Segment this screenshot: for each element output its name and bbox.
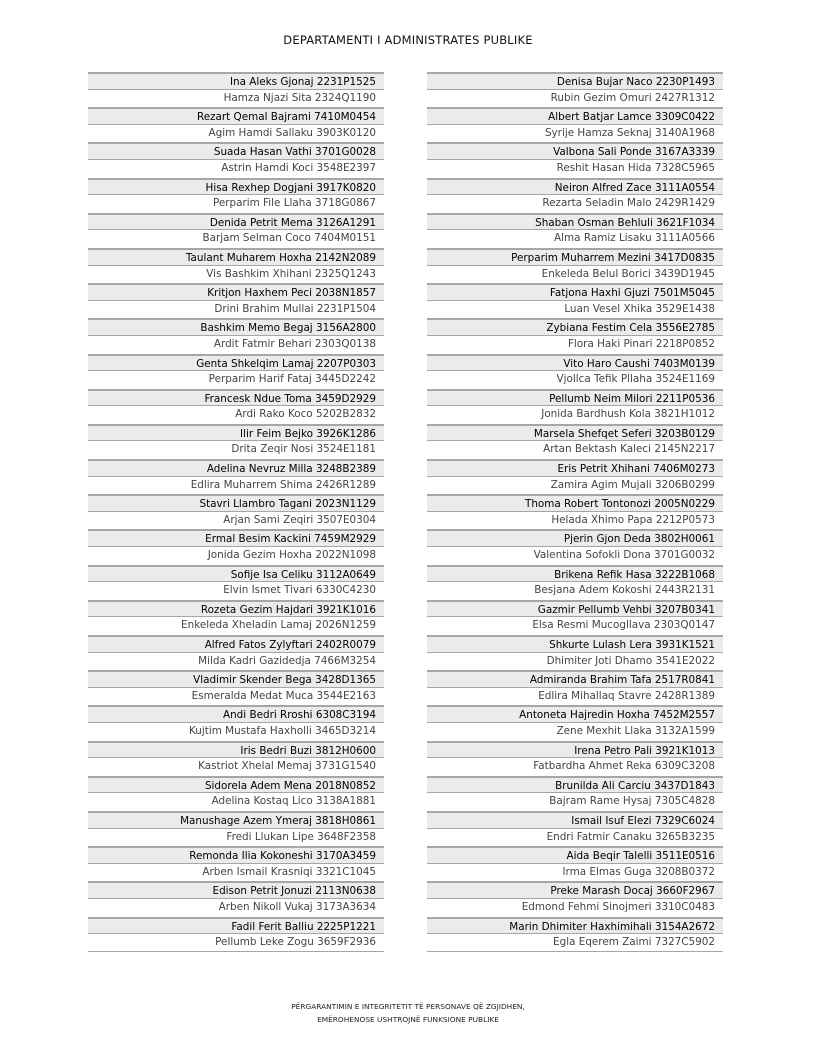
list-item: Perparim Harif Fataj 3445D2242 [88,371,384,389]
list-item: Edlira Muharrem Shima 2426R1289 [88,477,384,495]
list-item: Shaban Osman Behluli 3621F1034 [427,213,723,231]
list-item: Rozeta Gezim Hajdari 3921K1016 [88,600,384,618]
list-item: Ina Aleks Gjonaj 2231P1525 [88,72,384,90]
list-item: Shkurte Lulash Lera 3931K1521 [427,635,723,653]
list-item: Bajram Rame Hysaj 7305C4828 [427,793,723,811]
left-name-column [88,72,384,952]
list-item: Edison Petrit Jonuzi 2113N0638 [88,881,384,899]
list-item: Andi Bedri Rroshi 6308C3194 [88,705,384,723]
list-item: Esmeralda Medat Muca 3544E2163 [88,688,384,706]
list-item: Elsa Resmi Mucogllava 2303Q0147 [427,617,723,635]
list-item: Alma Ramiz Lisaku 3111A0566 [427,230,723,248]
list-item: Brunilda Ali Carciu 3437D1843 [427,776,723,794]
list-item: Hisa Rexhep Dogjani 3917K0820 [88,178,384,196]
list-item: Remonda Ilia Kokoneshi 3170A3459 [88,846,384,864]
footer-line-1: PËRGARANTIMIN E INTEGRITETIT TË PERSONAVE QË ZGJIDHEN, [291,1002,525,1011]
list-item: Drita Zeqir Nosi 3524E1181 [88,441,384,459]
list-item: Zene Mexhit Llaka 3132A1599 [427,723,723,741]
list-item: Ardit Fatmir Behari 2303Q0138 [88,336,384,354]
list-item: Kastriot Xhelal Memaj 3731G1540 [88,758,384,776]
list-item: Elvin Ismet Tivari 6330C4230 [88,582,384,600]
page-footer [0,1000,816,1026]
list-item: Helada Xhimo Papa 2212P0573 [427,512,723,530]
list-item: Besjana Adem Kokoshi 2443R2131 [427,582,723,600]
list-item: Egla Eqerem Zaimi 7327C5902 [427,934,723,952]
list-item: Bashkim Memo Begaj 3156A2800 [88,318,384,336]
list-item: Pjerin Gjon Deda 3802H0061 [427,529,723,547]
list-item: Marin Dhimiter Haxhimihali 3154A2672 [427,917,723,935]
list-item: Irena Petro Pali 3921K1013 [427,741,723,759]
list-item: Perparim Muharrem Mezini 3417D0835 [427,248,723,266]
list-item: Enkeleda Xheladin Lamaj 2026N1259 [88,617,384,635]
list-item: Jonida Bardhush Kola 3821H1012 [427,406,723,424]
list-item: Genta Shkelqim Lamaj 2207P0303 [88,354,384,372]
list-item: Endri Fatmir Canaku 3265B3235 [427,829,723,847]
list-item: Ismail Isuf Elezi 7329C6024 [427,811,723,829]
list-item: Valentina Sofokli Dona 3701G0032 [427,547,723,565]
list-item: Rezarta Seladin Malo 2429R1429 [427,195,723,213]
list-item: Antoneta Hajredin Hoxha 7452M2557 [427,705,723,723]
list-item: Ilir Feim Bejko 3926K1286 [88,424,384,442]
list-item: Suada Hasan Vathi 3701G0028 [88,142,384,160]
list-item: Taulant Muharem Hoxha 2142N2089 [88,248,384,266]
list-item: Sofije Isa Celiku 3112A0649 [88,565,384,583]
right-name-column [427,72,723,952]
list-item: Perparim File Llaha 3718G0867 [88,195,384,213]
list-item: Fatbardha Ahmet Reka 6309C3208 [427,758,723,776]
list-item: Irma Elmas Guga 3208B0372 [427,864,723,882]
list-item: Iris Bedri Buzi 3812H0600 [88,741,384,759]
list-item: Dhimiter Joti Dhamo 3541E2022 [427,653,723,671]
list-item: Gazmir Pellumb Vehbi 3207B0341 [427,600,723,618]
list-item: Aida Beqir Talelli 3511E0516 [427,846,723,864]
list-item: Zybiana Festim Cela 3556E2785 [427,318,723,336]
list-item: Vito Haro Caushi 7403M0139 [427,354,723,372]
list-item: Neiron Alfred Zace 3111A0554 [427,178,723,196]
list-item: Barjam Selman Coco 7404M0151 [88,230,384,248]
list-item: Alfred Fatos Zylyftari 2402R0079 [88,635,384,653]
list-item: Manushage Azem Ymeraj 3818H0861 [88,811,384,829]
list-item: Admiranda Brahim Tafa 2517R0841 [427,670,723,688]
list-item: Adelina Kostaq Lico 3138A1881 [88,793,384,811]
list-item: Pellumb Leke Zogu 3659F2936 [88,934,384,952]
list-item: Arben Ismail Krasniqi 3321C1045 [88,864,384,882]
list-item: Hamza Njazi Sita 2324Q1190 [88,90,384,108]
list-item: Luan Vesel Xhika 3529E1438 [427,301,723,319]
list-item: Adelina Nevruz Milla 3248B2389 [88,459,384,477]
list-item: Enkeleda Belul Borici 3439D1945 [427,266,723,284]
list-item: Kritjon Haxhem Peci 2038N1857 [88,283,384,301]
list-item: Drini Brahim Mullai 2231P1504 [88,301,384,319]
list-item: Kujtim Mustafa Haxholli 3465D3214 [88,723,384,741]
list-item: Denida Petrit Mema 3126A1291 [88,213,384,231]
list-item: Edlira Mihallaq Stavre 2428R1389 [427,688,723,706]
list-item: Syrije Hamza Seknaj 3140A1968 [427,125,723,143]
list-item: Reshit Hasan Hida 7328C5965 [427,160,723,178]
list-item: Jonida Gezim Hoxha 2022N1098 [88,547,384,565]
list-item: Vis Bashkim Xhihani 2325Q1243 [88,266,384,284]
list-item: Brikena Refik Hasa 3222B1068 [427,565,723,583]
list-item: Eris Petrit Xhihani 7406M0273 [427,459,723,477]
list-item: Artan Bektash Kaleci 2145N2217 [427,441,723,459]
list-item: Fadil Ferit Balliu 2225P1221 [88,917,384,935]
list-item: Zamira Agim Mujali 3206B0299 [427,477,723,495]
list-item: Thoma Robert Tontonozi 2005N0229 [427,494,723,512]
footer-line-2: EMËROHENOSE USHTROJNË FUNKSIONE PUBLIKE [317,1015,499,1024]
list-item: Fatjona Haxhi Gjuzi 7501M5045 [427,283,723,301]
list-item: Pellumb Neim Milori 2211P0536 [427,389,723,407]
list-item: Vladimir Skender Bega 3428D1365 [88,670,384,688]
list-item: Valbona Sali Ponde 3167A3339 [427,142,723,160]
list-item: Fredi Llukan Lipe 3648F2358 [88,829,384,847]
list-item: Marsela Shefqet Seferi 3203B0129 [427,424,723,442]
list-item: Ermal Besim Kackini 7459M2929 [88,529,384,547]
list-item: Edmond Fehmi Sinojmeri 3310C0483 [427,899,723,917]
list-item: Preke Marash Docaj 3660F2967 [427,881,723,899]
page-title: DEPARTAMENTI I ADMINISTRATES PUBLIKE [283,33,533,47]
list-item: Arjan Sami Zeqiri 3507E0304 [88,512,384,530]
list-item: Francesk Ndue Toma 3459D2929 [88,389,384,407]
list-item: Denisa Bujar Naco 2230P1493 [427,72,723,90]
list-item: Stavri Llambro Tagani 2023N1129 [88,494,384,512]
list-item: Rezart Qemal Bajrami 7410M0454 [88,107,384,125]
list-item: Ardi Rako Koco 5202B2832 [88,406,384,424]
list-item: Vjollca Tefik Pllaha 3524E1169 [427,371,723,389]
list-item: Rubin Gezim Omuri 2427R1312 [427,90,723,108]
list-item: Astrin Hamdi Koci 3548E2397 [88,160,384,178]
list-item: Arben Nikoll Vukaj 3173A3634 [88,899,384,917]
list-item: Flora Haki Pinari 2218P0852 [427,336,723,354]
list-item: Agim Hamdi Sallaku 3903K0120 [88,125,384,143]
list-item: Sidorela Adem Mena 2018N0852 [88,776,384,794]
list-item: Milda Kadri Gazidedja 7466M3254 [88,653,384,671]
list-item: Albert Batjar Lamce 3309C0422 [427,107,723,125]
